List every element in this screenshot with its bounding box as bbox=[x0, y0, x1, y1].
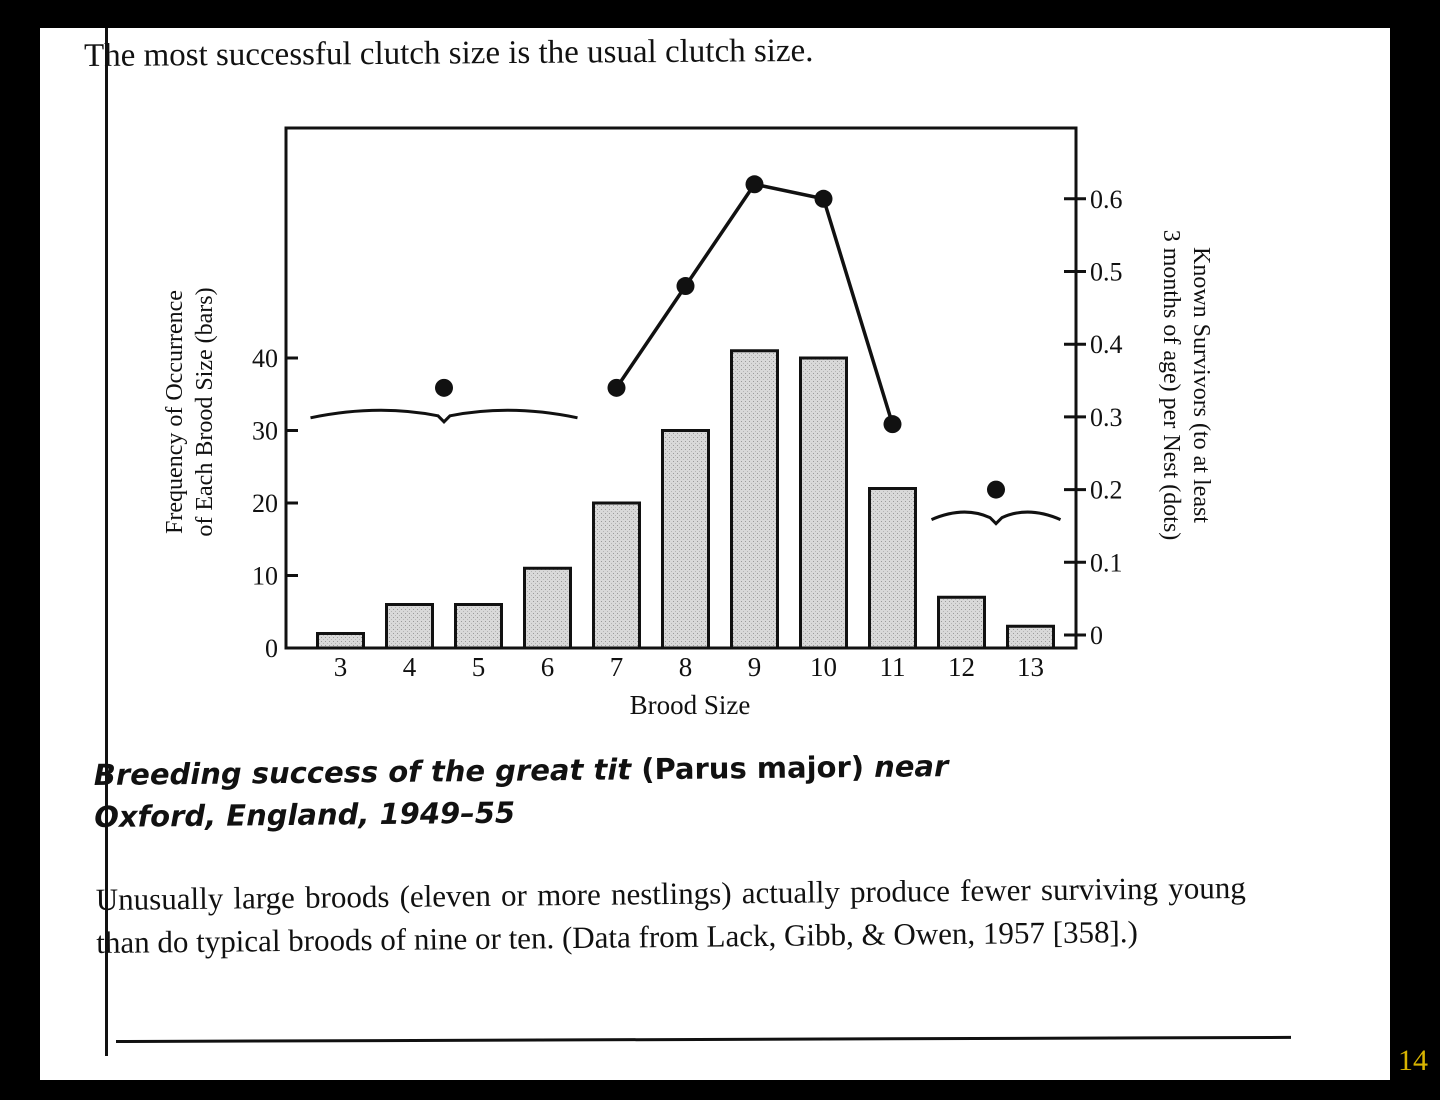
y2-tick-label-0.5: 0.5 bbox=[1090, 257, 1123, 287]
y-axis-title-line1: Frequency of Occurrence bbox=[162, 290, 188, 534]
bar-6 bbox=[525, 568, 571, 648]
chart-bars bbox=[318, 351, 1054, 648]
slide-number: 14 bbox=[1398, 1044, 1428, 1077]
bar-7 bbox=[594, 503, 640, 648]
figure-description: Unusually large broods (eleven or more nestlings) actually produce fewer surviving young than do typical broods of nine or ten. (Data from Lack, Gibb, & Owen, 1957 [358].) bbox=[95, 869, 1246, 960]
headline: The most successful clutch size is the usual clutch size. bbox=[83, 32, 814, 74]
y2-axis-title bbox=[1158, 230, 1214, 541]
x-axis-title: Brood Size bbox=[629, 690, 751, 720]
y-tick-label-0: 0 bbox=[265, 634, 278, 663]
x-tick-label-3: 3 bbox=[333, 652, 348, 682]
survivor-dot-avg-12.5 bbox=[987, 481, 1005, 499]
page-bottom-rule bbox=[116, 1036, 1291, 1043]
y-tick-label-20: 20 bbox=[252, 489, 278, 518]
bar-8 bbox=[663, 431, 709, 649]
y2-tick-label-0.4: 0.4 bbox=[1090, 330, 1123, 360]
bar-13 bbox=[1008, 626, 1054, 648]
bar-5 bbox=[456, 605, 502, 649]
x-tick-label-11: 11 bbox=[879, 652, 906, 682]
bar-12 bbox=[939, 597, 985, 648]
caption-line2: Oxford, England, 1949–55 bbox=[94, 795, 516, 834]
range-brace-12-13 bbox=[932, 512, 1061, 524]
x-tick-label-12: 12 bbox=[948, 652, 975, 682]
y2-tick-label-0: 0 bbox=[1090, 621, 1103, 650]
figure-caption bbox=[94, 744, 1095, 838]
y2-tick-label-0.2: 0.2 bbox=[1090, 475, 1123, 505]
x-tick-label-6: 6 bbox=[540, 652, 555, 682]
y2-tick-label-0.1: 0.1 bbox=[1090, 548, 1123, 578]
y2-tick-label-0.6: 0.6 bbox=[1090, 184, 1123, 214]
survivor-dot-8 bbox=[677, 277, 695, 295]
x-tick-label-5: 5 bbox=[471, 652, 486, 682]
bar-3 bbox=[318, 634, 364, 649]
survivor-dot-11 bbox=[884, 415, 902, 433]
bar-9 bbox=[732, 351, 778, 648]
survivor-dot-avg-4.5 bbox=[435, 379, 453, 397]
y-axis-title-line2: of Each Brood Size (bars) bbox=[192, 287, 218, 537]
y-tick-label-10: 10 bbox=[252, 561, 278, 591]
x-tick-label-10: 10 bbox=[810, 652, 837, 682]
y2-tick-label-0.3: 0.3 bbox=[1090, 402, 1123, 432]
caption-part2: (Parus major) bbox=[641, 749, 865, 787]
y-tick-label-30: 30 bbox=[252, 416, 278, 446]
x-tick-label-8: 8 bbox=[678, 652, 693, 682]
caption-part1: Breeding success of the great tit bbox=[93, 752, 632, 793]
y2-axis-title-line2: 3 months of age) per Nest (dots) bbox=[1158, 229, 1184, 541]
bar-11 bbox=[870, 489, 916, 649]
bar-10 bbox=[801, 358, 847, 648]
y-tick-label-40: 40 bbox=[252, 344, 278, 373]
y2-axis-title-line1: Known Survivors (to at least bbox=[1188, 247, 1214, 523]
caption-part3: near bbox=[873, 749, 949, 784]
survivor-dot-9 bbox=[746, 175, 764, 193]
x-tick-label-13: 13 bbox=[1017, 652, 1044, 682]
survivor-dot-10 bbox=[815, 190, 833, 208]
survivor-dot-7 bbox=[608, 379, 626, 397]
x-tick-label-7: 7 bbox=[609, 652, 624, 682]
bar-4 bbox=[387, 605, 433, 649]
x-tick-label-4: 4 bbox=[402, 652, 417, 682]
range-brace-3-6 bbox=[311, 410, 578, 422]
y-axis-title bbox=[162, 287, 218, 536]
x-tick-label-9: 9 bbox=[747, 652, 762, 682]
